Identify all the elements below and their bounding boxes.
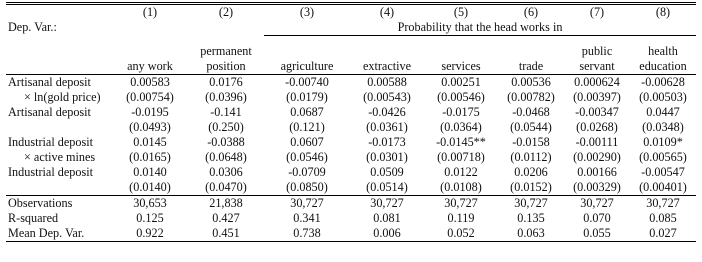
table-cell: (0.0470) xyxy=(205,180,247,194)
table-cell: 0.0206 xyxy=(514,165,548,179)
table-cell: (0.0152) xyxy=(510,180,552,194)
table-cell: 0.451 xyxy=(188,226,264,242)
table-cell: (0.0364) xyxy=(440,120,482,134)
table-cell: (0.0361) xyxy=(366,120,408,134)
coefficient-row xyxy=(6,120,696,135)
table-cell: 0.00536 xyxy=(498,75,564,91)
table-cell: 0.006 xyxy=(350,226,424,242)
table-cell: 0.00588 xyxy=(350,75,424,91)
dep-var-label: Dep. Var.: xyxy=(8,20,57,35)
table-cell: (0.00543) xyxy=(363,90,411,104)
table-cell: (0.0396) xyxy=(205,90,247,104)
table-cell: (0.00565) xyxy=(639,150,687,164)
table-cell: 30,727 xyxy=(564,196,630,212)
table-cell: (0.0850) xyxy=(286,180,328,194)
table-cell: 30,653 xyxy=(112,196,188,212)
table-cell: -0.00347 xyxy=(575,105,619,119)
column-number: (7) xyxy=(564,4,630,21)
column-header: servant xyxy=(579,59,615,73)
column-header-top: health xyxy=(648,44,678,58)
table-cell: (0.0112) xyxy=(510,150,552,164)
regression-table-page xyxy=(6,2,696,242)
column-number-row xyxy=(6,4,696,21)
table-cell: 0.0109* xyxy=(643,135,683,149)
table-cell: (0.0108) xyxy=(440,180,482,194)
table-cell: -0.00547 xyxy=(641,165,685,179)
table-cell: (0.0348) xyxy=(642,120,684,134)
table-cell: (0.0179) xyxy=(286,90,328,104)
header-bottom-row xyxy=(6,59,696,75)
column-header-top xyxy=(350,44,424,59)
column-header-top xyxy=(498,44,564,59)
table-cell: -0.00111 xyxy=(575,135,619,149)
statistics-section xyxy=(6,196,696,242)
table-cell: -0.0195 xyxy=(131,105,169,119)
row-label xyxy=(6,4,112,21)
table-cell: 0.063 xyxy=(498,226,564,242)
table-cell: -0.0468 xyxy=(512,105,550,119)
row-label: Industrial deposit xyxy=(8,135,93,149)
statistic-row xyxy=(6,196,696,212)
table-cell: 0.125 xyxy=(136,211,164,225)
dep-var-row xyxy=(6,20,696,36)
table-cell: 0.0447 xyxy=(646,105,680,119)
row-label: Mean Dep. Var. xyxy=(6,226,112,242)
table-cell: 0.0145 xyxy=(133,135,167,149)
table-cell: (0.0648) xyxy=(205,150,247,164)
coefficient-row xyxy=(6,90,696,105)
table-cell: -0.0158 xyxy=(512,135,550,149)
table-cell: (0.0140) xyxy=(129,180,171,194)
row-label xyxy=(6,120,112,135)
column-number: (6) xyxy=(498,4,564,21)
table-cell: 0.00583 xyxy=(112,75,188,91)
table-cell: 0.0176 xyxy=(188,75,264,91)
table-cell: (0.0268) xyxy=(576,120,618,134)
table-cell: (0.0546) xyxy=(286,150,328,164)
table-cell: 0.00166 xyxy=(577,165,617,179)
table-cell: 0.00251 xyxy=(424,75,498,91)
regression-table xyxy=(6,2,696,242)
table-cell: 0.000624 xyxy=(564,75,630,91)
table-cell: 21,838 xyxy=(188,196,264,212)
table-cell: (0.00397) xyxy=(573,90,621,104)
table-cell: -0.0175 xyxy=(442,105,480,119)
table-cell: -0.0709 xyxy=(288,165,326,179)
table-cell: -0.0173 xyxy=(368,135,406,149)
table-cell: 0.119 xyxy=(447,211,475,225)
coefficient-row xyxy=(6,180,696,196)
table-cell: (0.0165) xyxy=(129,150,171,164)
table-cell: 0.052 xyxy=(424,226,498,242)
column-header-top xyxy=(112,44,188,59)
table-cell: 0.0687 xyxy=(290,105,324,119)
table-cell: (0.0493) xyxy=(129,120,171,134)
column-number: (4) xyxy=(350,4,424,21)
table-cell: (0.00718) xyxy=(437,150,485,164)
column-header: trade xyxy=(518,59,544,73)
table-cell: (0.0514) xyxy=(366,180,408,194)
table-cell: 30,727 xyxy=(424,196,498,212)
row-label: × active mines xyxy=(24,150,96,164)
column-header-top xyxy=(264,44,350,59)
row-label: R-squared xyxy=(8,211,59,225)
table-cell: 0.427 xyxy=(212,211,240,225)
table-cell: 0.922 xyxy=(112,226,188,242)
column-header: extractive xyxy=(362,59,412,73)
column-number: (8) xyxy=(630,4,696,21)
table-cell: 0.738 xyxy=(264,226,350,242)
table-cell: 0.0509 xyxy=(370,165,404,179)
table-cell: -0.141 xyxy=(210,105,242,119)
table-cell: (0.00503) xyxy=(639,90,687,104)
coefficient-row xyxy=(6,75,696,91)
column-header-top xyxy=(424,44,498,59)
table-cell: -0.0426 xyxy=(368,105,406,119)
statistic-row xyxy=(6,226,696,242)
table-cell: 30,727 xyxy=(498,196,564,212)
statistic-row xyxy=(6,211,696,226)
table-cell: 0.027 xyxy=(630,226,696,242)
row-label: Industrial deposit xyxy=(8,165,93,179)
table-cell: (0.00329) xyxy=(573,180,621,194)
table-cell: (0.00546) xyxy=(437,90,485,104)
column-number: (2) xyxy=(188,4,264,21)
column-header-top: permanent xyxy=(200,44,252,58)
table-cell: 0.0122 xyxy=(444,165,478,179)
table-cell: (0.0544) xyxy=(510,120,552,134)
table-cell: 0.070 xyxy=(583,211,611,225)
header-top-row xyxy=(6,44,696,59)
spacer-row xyxy=(6,36,696,45)
column-header: any work xyxy=(127,59,173,73)
table-cell: (0.121) xyxy=(289,120,325,134)
coefficient-row xyxy=(6,150,696,165)
column-header: education xyxy=(639,59,687,73)
table-cell: -0.0145** xyxy=(436,135,486,149)
table-cell: (0.00754) xyxy=(126,90,174,104)
table-cell: -0.00740 xyxy=(264,75,350,91)
column-header: agriculture xyxy=(280,59,334,73)
table-cell: (0.00290) xyxy=(573,150,621,164)
table-cell: (0.00782) xyxy=(507,90,555,104)
column-header: position xyxy=(206,59,246,73)
coefficient-row xyxy=(6,165,696,180)
row-label: × ln(gold price) xyxy=(24,90,101,104)
row-label xyxy=(6,180,112,196)
table-cell: 0.341 xyxy=(293,211,321,225)
table-cell: 0.0140 xyxy=(133,165,167,179)
coefficient-section xyxy=(6,75,696,196)
table-cell: 30,727 xyxy=(350,196,424,212)
column-number: (3) xyxy=(264,4,350,21)
table-cell: 30,727 xyxy=(630,196,696,212)
coefficient-row xyxy=(6,105,696,120)
table-cell: 30,727 xyxy=(264,196,350,212)
table-cell: -0.0388 xyxy=(207,135,245,149)
table-cell: 0.0607 xyxy=(290,135,324,149)
column-header: services xyxy=(441,59,481,73)
column-number: (5) xyxy=(424,4,498,21)
column-header-top: public xyxy=(581,44,613,58)
column-number: (1) xyxy=(112,4,188,21)
table-cell: 0.081 xyxy=(373,211,401,225)
coefficient-row xyxy=(6,135,696,150)
table-cell: 0.135 xyxy=(517,211,545,225)
table-cell: -0.00628 xyxy=(630,75,696,91)
row-label: Artisanal deposit xyxy=(8,105,91,119)
table-cell: 0.055 xyxy=(564,226,630,242)
row-label: Artisanal deposit xyxy=(6,75,112,91)
table-cell: (0.250) xyxy=(208,120,244,134)
table-cell: 0.0306 xyxy=(209,165,243,179)
span-header: Probability that the head works in xyxy=(264,20,696,36)
table-cell: 0.085 xyxy=(649,211,677,225)
row-label: Observations xyxy=(6,196,112,212)
table-cell: (0.00401) xyxy=(639,180,687,194)
table-cell: (0.0301) xyxy=(366,150,408,164)
